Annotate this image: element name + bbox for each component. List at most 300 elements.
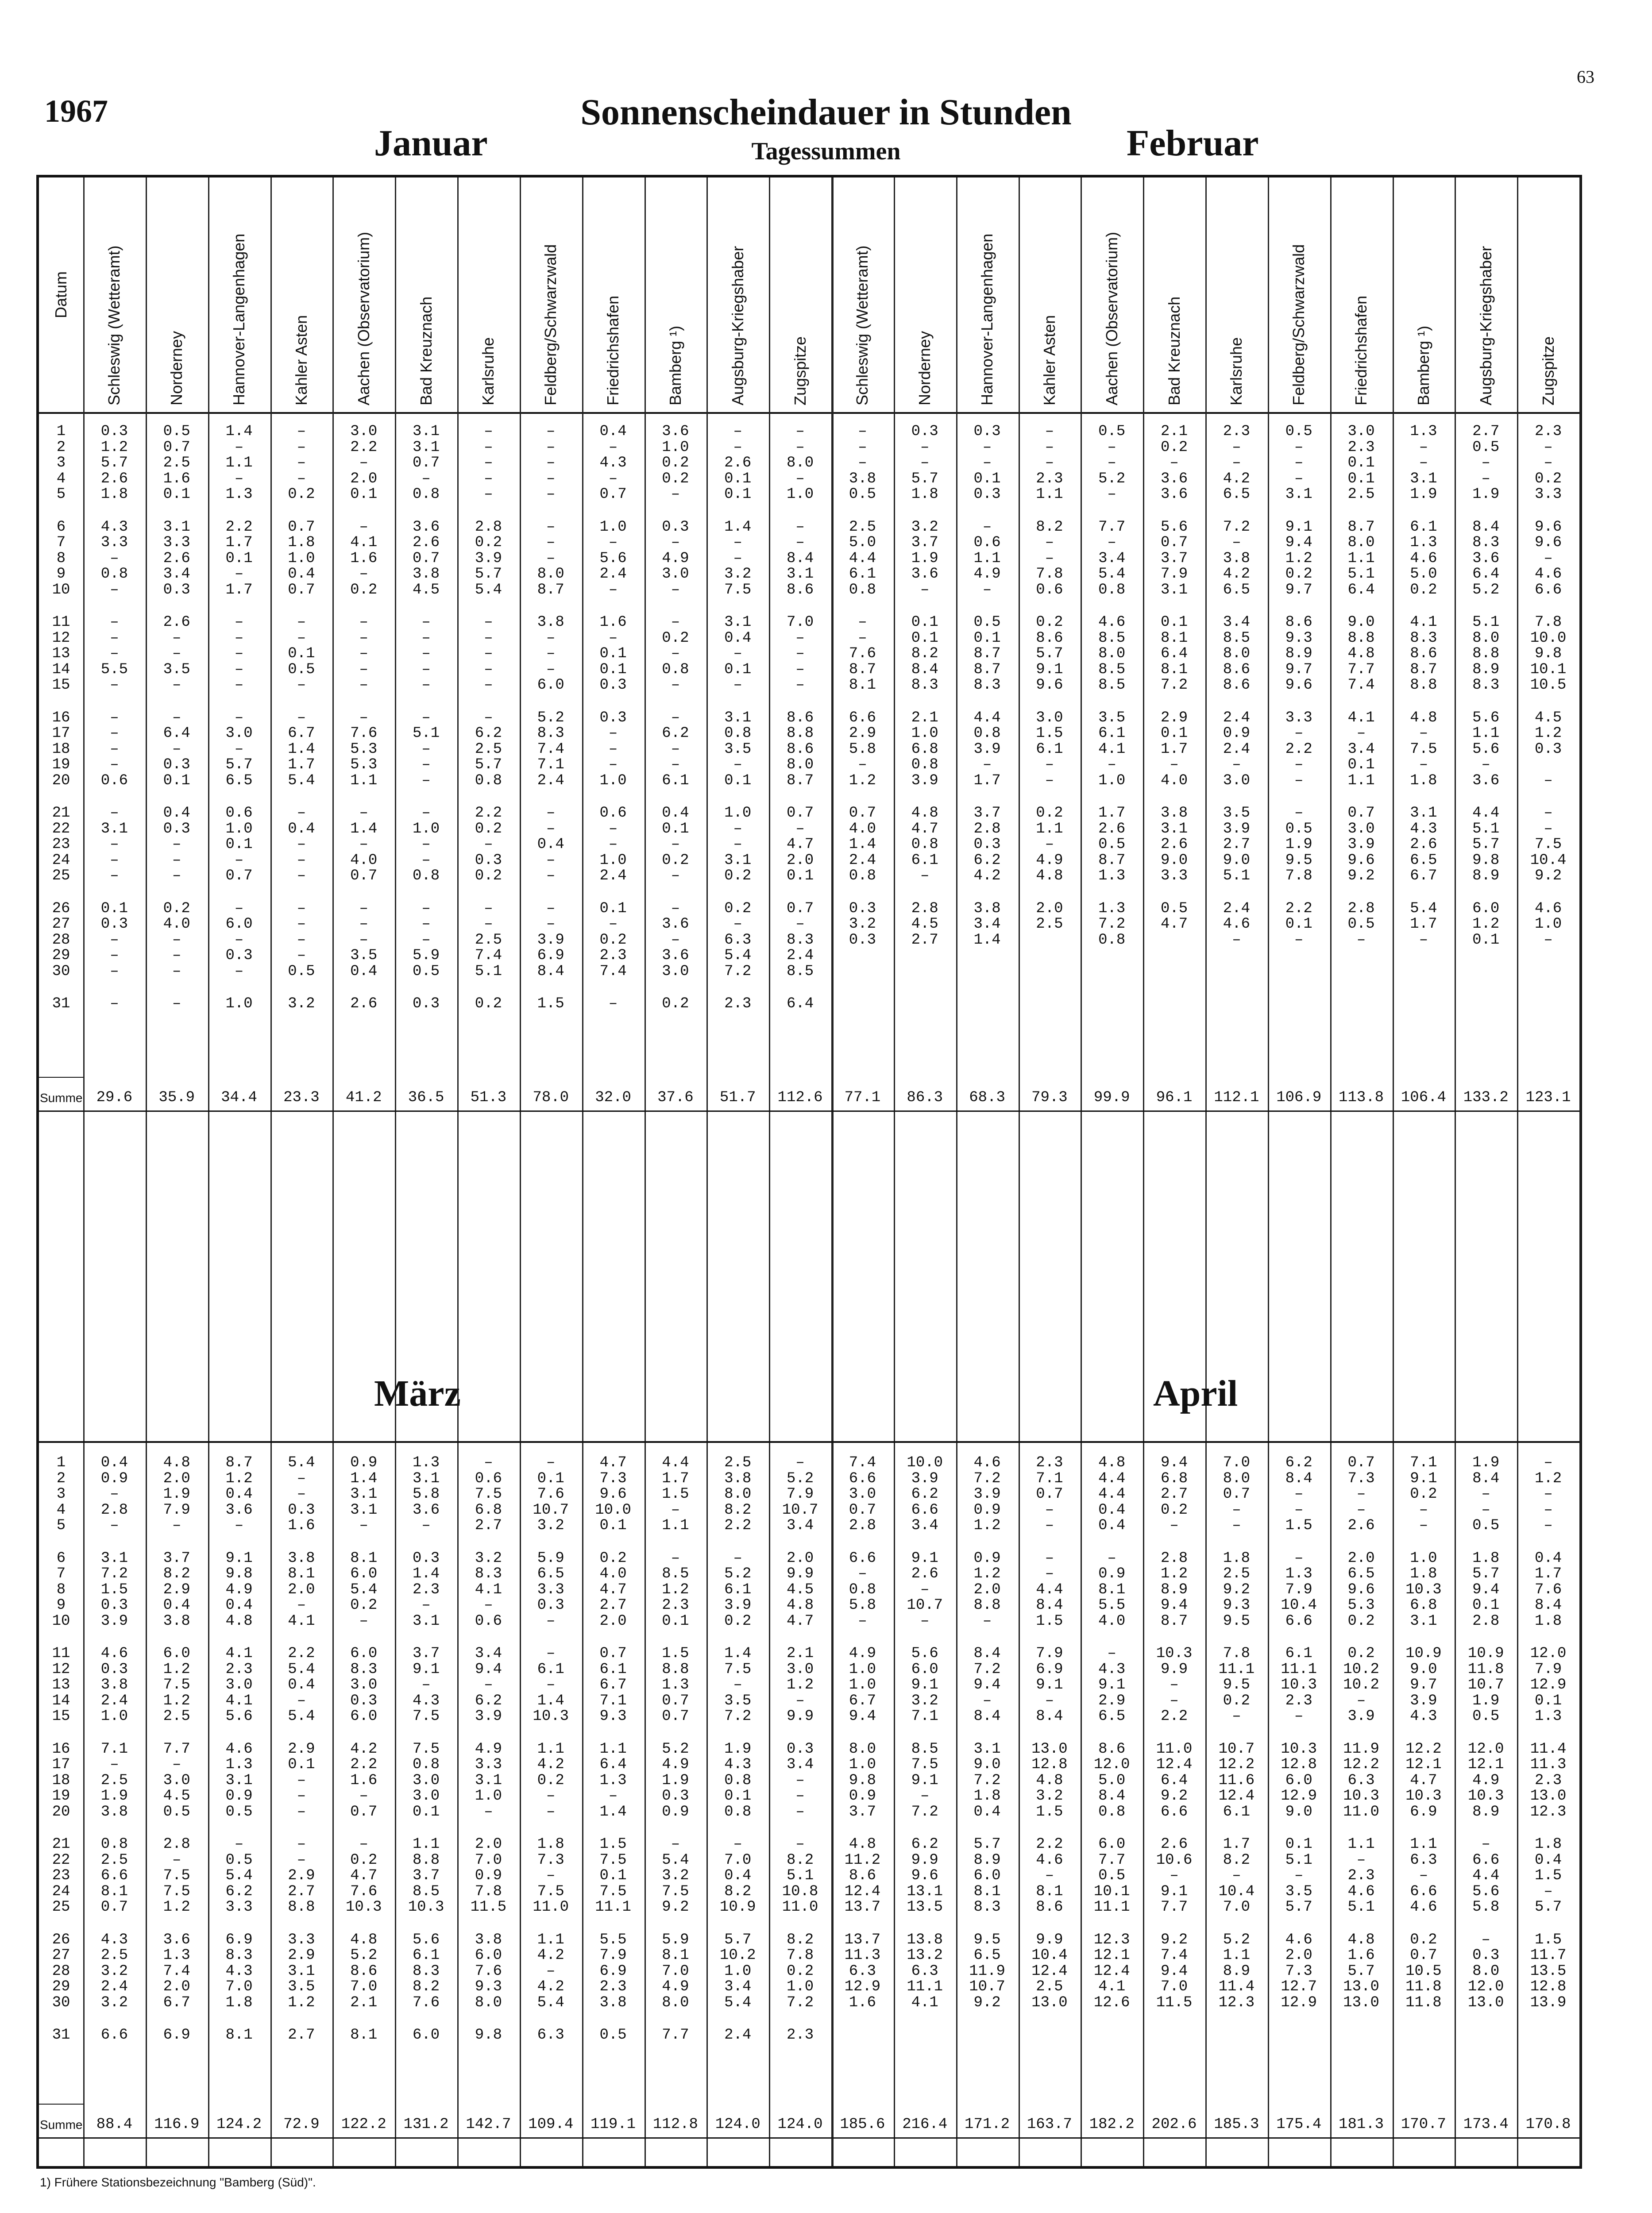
table-cell: 2.9 — [1160, 709, 1188, 726]
table-cell: 2.0 — [973, 1581, 1001, 1598]
table-cell: – — [920, 1788, 930, 1804]
table-cell: – — [484, 455, 493, 471]
table-cell: 2.6 — [911, 1565, 938, 1582]
table-cell: 3.1 — [412, 423, 440, 440]
table-cell: 1.4 — [350, 820, 378, 837]
table-cell: 3.9 — [911, 772, 938, 789]
table-cell: 7.2 — [973, 1772, 1001, 1789]
table-cell: 2.8 — [1347, 900, 1375, 917]
table-cell: 1.7 — [1160, 740, 1188, 758]
sum-cell: 173.4 — [1463, 2116, 1509, 2133]
table-cell: 9.5 — [973, 1931, 1001, 1948]
table-cell: 8.6 — [1036, 629, 1063, 647]
table-cell: 5.1 — [1472, 614, 1500, 631]
table-cell: – — [1294, 1501, 1304, 1519]
table-cell: 1.4 — [849, 836, 876, 853]
table-cell: – — [671, 645, 680, 662]
table-cell: – — [1170, 1517, 1179, 1534]
table-cell: 9.6 — [1347, 1581, 1375, 1598]
table-cell: 6.6 — [849, 1550, 876, 1567]
table-cell: 2.3 — [1534, 1772, 1562, 1789]
table-cell: 8.9 — [1472, 661, 1500, 678]
table-cell: 4.3 — [100, 1931, 128, 1948]
day-number: 3 — [56, 1486, 66, 1503]
table-cell: 1.2 — [1534, 725, 1562, 742]
table-cell: 0.9 — [849, 1788, 876, 1804]
table-cell: 4.9 — [475, 1740, 502, 1758]
table-cell: – — [982, 439, 992, 456]
table-cell: 0.4 — [724, 629, 752, 647]
table-cell: 9.2 — [662, 1899, 689, 1916]
day-number: 16 — [52, 709, 70, 726]
table-cell: 0.3 — [163, 820, 190, 837]
table-cell: 3.9 — [724, 1597, 752, 1614]
table-cell: 1.3 — [1098, 867, 1126, 884]
table-cell: 0.9 — [100, 1470, 128, 1487]
table-cell: 1.2 — [786, 1677, 814, 1693]
table-cell: – — [733, 550, 742, 567]
table-cell: 3.1 — [225, 1772, 253, 1789]
table-cell: – — [733, 836, 742, 853]
table-cell: 0.1 — [225, 550, 253, 567]
table-cell: 6.7 — [599, 1677, 627, 1693]
table-cell: 10.9 — [1405, 1645, 1442, 1662]
table-cell: 4.8 — [1098, 1454, 1126, 1471]
day-number: 4 — [56, 1501, 66, 1519]
table-cell: 10.9 — [719, 1899, 756, 1916]
table-cell: – — [359, 629, 368, 647]
table-cell: 9.6 — [1534, 518, 1562, 536]
table-cell: 4.6 — [1223, 916, 1251, 933]
table-cell: 0.9 — [475, 1867, 502, 1884]
table-cell: 1.7 — [973, 772, 1001, 789]
day-number: 17 — [52, 1756, 70, 1773]
table-cell: 0.7 — [1347, 805, 1375, 821]
table-cell: 4.6 — [1347, 1883, 1375, 1900]
table-cell: – — [1107, 534, 1116, 551]
table-cell: – — [1045, 1565, 1054, 1582]
table-cell: – — [795, 677, 805, 694]
table-cell: – — [421, 470, 431, 487]
table-cell: 5.5 — [599, 1931, 627, 1948]
table-cell: 13.8 — [907, 1931, 943, 1948]
table-cell: 8.3 — [350, 1661, 378, 1678]
table-cell: 1.1 — [412, 1836, 440, 1853]
table-cell: 8.3 — [537, 725, 564, 742]
table-cell: 6.5 — [1223, 486, 1251, 503]
table-cell: – — [1481, 1931, 1490, 1948]
table-cell: 0.1 — [662, 1612, 689, 1630]
table-cell: 5.2 — [350, 1947, 378, 1964]
table-cell: 3.2 — [288, 995, 315, 1012]
table-cell: 7.5 — [662, 1883, 689, 1900]
table-cell: 0.2 — [1036, 614, 1063, 631]
table-cell: 9.1 — [911, 1677, 938, 1693]
table-cell: 2.4 — [100, 1978, 128, 1995]
table-cell: 1.3 — [599, 1772, 627, 1789]
table-cell: 6.8 — [1410, 1597, 1437, 1614]
table-cell: – — [484, 423, 493, 440]
table-cell: 2.3 — [724, 995, 752, 1012]
table-cell: 7.9 — [786, 1486, 814, 1503]
table-cell: – — [172, 709, 181, 726]
table-cell: – — [172, 867, 181, 884]
table-cell: 5.6 — [1472, 740, 1500, 758]
table-cell: 2.6 — [100, 470, 128, 487]
table-cell: – — [1045, 423, 1054, 440]
day-number: 12 — [52, 1661, 70, 1678]
table-cell: – — [110, 995, 119, 1012]
table-cell: 3.0 — [412, 1788, 440, 1804]
table-cell: – — [546, 1645, 556, 1662]
table-cell: – — [733, 534, 742, 551]
table-cell: 8.4 — [911, 661, 938, 678]
table-cell: – — [1294, 725, 1304, 742]
table-cell: – — [1170, 756, 1179, 773]
sum-cell: 216.4 — [902, 2116, 948, 2133]
table-cell: 8.2 — [911, 645, 938, 662]
table-cell: 0.2 — [662, 629, 689, 647]
table-cell: – — [1419, 931, 1428, 948]
day-number: 5 — [56, 486, 66, 503]
table-cell: 8.0 — [1472, 629, 1500, 647]
table-cell: 3.1 — [100, 820, 128, 837]
table-cell: 3.4 — [1098, 550, 1126, 567]
table-cell: 6.6 — [1160, 1803, 1188, 1820]
table-cell: 2.5 — [100, 1772, 128, 1789]
table-cell: 6.1 — [1036, 740, 1063, 758]
table-cell: 3.2 — [475, 1550, 502, 1567]
table-cell: 6.6 — [1472, 1851, 1500, 1869]
table-cell: 0.3 — [100, 423, 128, 440]
table-cell: 11.8 — [1467, 1661, 1504, 1678]
table-cell: 1.7 — [225, 534, 253, 551]
table-cell: 1.3 — [1285, 1565, 1312, 1582]
table-cell: – — [234, 439, 244, 456]
station-header: Kahler Asten — [292, 315, 310, 405]
table-cell: 8.8 — [1472, 645, 1500, 662]
table-cell: 7.4 — [1160, 1947, 1188, 1964]
table-cell: 7.5 — [412, 1708, 440, 1725]
table-cell: 3.6 — [1472, 772, 1500, 789]
table-cell: 13.2 — [907, 1947, 943, 1964]
table-cell: 0.4 — [288, 1677, 315, 1693]
sum-cell: 170.7 — [1401, 2116, 1446, 2133]
table-cell: 3.1 — [724, 709, 752, 726]
table-cell: 9.9 — [911, 1851, 938, 1869]
table-cell: – — [421, 1677, 431, 1693]
table-cell: 7.2 — [1223, 518, 1251, 536]
table-cell: 0.5 — [1347, 916, 1375, 933]
table-cell: – — [671, 677, 680, 694]
table-cell: 1.2 — [1534, 1470, 1562, 1487]
table-cell: – — [546, 1962, 556, 1980]
table-cell: 0.2 — [724, 900, 752, 917]
summe-label: Summe — [40, 1091, 83, 1105]
table-cell: 9.6 — [911, 1867, 938, 1884]
table-cell: – — [421, 900, 431, 917]
table-cell: 0.5 — [288, 963, 315, 980]
table-cell: 0.8 — [911, 836, 938, 853]
table-cell: 4.1 — [1098, 740, 1126, 758]
table-cell: 0.7 — [1223, 1486, 1251, 1503]
table-cell: 3.4 — [724, 1978, 752, 1995]
table-cell: 3.9 — [475, 550, 502, 567]
table-cell: 0.1 — [1347, 470, 1375, 487]
table-cell: – — [1356, 931, 1366, 948]
table-cell: 6.4 — [1347, 581, 1375, 598]
table-cell: 2.0 — [1347, 1550, 1375, 1567]
table-cell: – — [1170, 1867, 1179, 1884]
table-cell: 6.5 — [973, 1947, 1001, 1964]
table-cell: 0.7 — [163, 439, 190, 456]
table-cell: 0.8 — [475, 772, 502, 789]
table-cell: 5.3 — [1347, 1597, 1375, 1614]
table-cell: – — [234, 900, 244, 917]
table-cell: – — [1232, 931, 1241, 948]
table-cell: 8.1 — [1160, 661, 1188, 678]
table-cell: 10.4 — [1218, 1883, 1255, 1900]
table-cell: 2.7 — [911, 931, 938, 948]
table-cell: 8.3 — [225, 1947, 253, 1964]
table-cell: 0.7 — [1036, 1486, 1063, 1503]
table-cell: – — [795, 645, 805, 662]
table-cell: – — [484, 900, 493, 917]
table-cell: 1.2 — [973, 1517, 1001, 1534]
table-cell: 9.2 — [973, 1994, 1001, 2011]
table-cell: 7.2 — [724, 963, 752, 980]
table-cell: 1.6 — [350, 550, 378, 567]
year: 1967 — [44, 93, 108, 129]
table-cell: 7.1 — [911, 1708, 938, 1725]
sum-cell: 112.6 — [777, 1089, 823, 1106]
table-cell: 4.0 — [1160, 772, 1188, 789]
sum-cell: 112.8 — [652, 2116, 698, 2133]
table-cell: 5.6 — [412, 1931, 440, 1948]
table-cell: 8.1 — [100, 1883, 128, 1900]
table-cell: 2.3 — [225, 1661, 253, 1678]
table-cell: 9.5 — [1223, 1677, 1251, 1693]
table-cell: 5.4 — [662, 1851, 689, 1869]
table-cell: 8.2 — [1036, 518, 1063, 536]
table-cell: 8.3 — [1410, 629, 1437, 647]
table-cell: 0.4 — [599, 423, 627, 440]
day-number: 26 — [52, 900, 70, 917]
table-cell: 2.4 — [599, 566, 627, 582]
table-cell: – — [1544, 1454, 1553, 1471]
table-cell: 8.5 — [1098, 629, 1126, 647]
table-cell: – — [484, 645, 493, 662]
station-header: Aachen (Observatorium) — [354, 231, 373, 405]
table-cell: 0.2 — [599, 1550, 627, 1567]
table-cell: 4.8 — [1347, 1931, 1375, 1948]
table-cell: 8.0 — [1223, 1470, 1251, 1487]
table-cell: 8.6 — [1285, 614, 1312, 631]
table-cell: 8.4 — [537, 963, 564, 980]
table-cell: 5.7 — [475, 566, 502, 582]
table-cell: 2.4 — [724, 2027, 752, 2043]
table-cell: 4.6 — [1534, 900, 1562, 917]
table-cell: 6.2 — [911, 1486, 938, 1503]
table-cell: – — [795, 1772, 805, 1789]
table-cell: – — [608, 534, 618, 551]
table-cell: 0.4 — [537, 836, 564, 853]
table-cell: – — [982, 518, 992, 536]
day-number: 1 — [56, 423, 66, 440]
table-cell: 0.8 — [849, 1581, 876, 1598]
table-cell: 11.1 — [1093, 1899, 1130, 1916]
table-cell: 0.3 — [350, 1692, 378, 1709]
table-cell: – — [546, 1454, 556, 1471]
table-cell: 11.0 — [1156, 1740, 1193, 1758]
table-cell: 0.2 — [1410, 1931, 1437, 1948]
table-cell: 0.2 — [1160, 439, 1188, 456]
table-cell: 1.1 — [537, 1740, 564, 1758]
table-cell: 0.5 — [288, 661, 315, 678]
sum-cell: 106.9 — [1276, 1089, 1322, 1106]
table-cell: 0.6 — [475, 1612, 502, 1630]
table-cell: – — [172, 947, 181, 964]
table-cell: 12.6 — [1093, 1994, 1130, 2011]
table-cell: 0.5 — [1472, 1517, 1500, 1534]
table-cell: 8.6 — [1223, 661, 1251, 678]
table-cell: 0.9 — [1098, 1565, 1126, 1582]
table-cell: – — [1419, 1501, 1428, 1519]
table-cell: 0.3 — [163, 756, 190, 773]
table-cell: 7.7 — [662, 2027, 689, 2043]
table-cell: 0.8 — [412, 1756, 440, 1773]
table-cell: 1.0 — [1534, 916, 1562, 933]
table-cell: 2.6 — [163, 550, 190, 567]
table-cell: – — [982, 1692, 992, 1709]
table-cell: 0.3 — [475, 852, 502, 869]
day-number: 7 — [56, 1565, 66, 1582]
table-cell: 8.0 — [1472, 1962, 1500, 1980]
table-cell: – — [359, 645, 368, 662]
table-cell: 12.4 — [1218, 1788, 1255, 1804]
table-cell: 2.3 — [599, 947, 627, 964]
table-cell: 8.6 — [849, 1867, 876, 1884]
table-cell: 12.0 — [1530, 1645, 1567, 1662]
table-cell: 1.9 — [163, 1486, 190, 1503]
station-header: Schleswig (Wetteramt) — [853, 245, 872, 405]
table-cell: 4.1 — [911, 1994, 938, 2011]
table-cell: 6.0 — [1285, 1772, 1312, 1789]
table-cell: 5.4 — [475, 581, 502, 598]
table-cell: 3.1 — [1410, 805, 1437, 821]
table-cell: 6.9 — [537, 947, 564, 964]
table-cell: – — [858, 455, 867, 471]
table-cell: 3.8 — [100, 1803, 128, 1820]
table-cell: 6.3 — [911, 1962, 938, 1980]
table-cell: 4.6 — [1285, 1931, 1312, 1948]
table-cell: 10.3 — [345, 1899, 382, 1916]
table-cell: 0.8 — [911, 756, 938, 773]
table-cell: 0.2 — [163, 900, 190, 917]
table-cell: 9.3 — [1223, 1597, 1251, 1614]
table-cell: 2.3 — [599, 1978, 627, 1995]
table-cell: 8.6 — [786, 581, 814, 598]
table-cell: 9.0 — [1285, 1803, 1312, 1820]
table-cell: 4.1 — [288, 1612, 315, 1630]
table-cell: 0.3 — [973, 836, 1001, 853]
table-cell: 4.6 — [1036, 1851, 1063, 1869]
table-cell: 2.9 — [288, 1740, 315, 1758]
table-cell: – — [1356, 1692, 1366, 1709]
table-cell: 3.1 — [412, 1612, 440, 1630]
table-cell: – — [297, 916, 306, 933]
table-cell: 11.1 — [1281, 1661, 1317, 1678]
table-cell: 8.8 — [662, 1661, 689, 1678]
table-cell: 6.0 — [350, 1708, 378, 1725]
table-cell: 1.0 — [1410, 1550, 1437, 1567]
table-cell: 11.0 — [1343, 1803, 1379, 1820]
table-cell: 2.2 — [724, 1517, 752, 1534]
table-cell: 10.0 — [1530, 629, 1567, 647]
day-number: 13 — [52, 645, 70, 662]
table-cell: 4.8 — [786, 1597, 814, 1614]
table-cell: 0.1 — [786, 867, 814, 884]
table-cell: 3.7 — [911, 534, 938, 551]
table-cell: 1.2 — [288, 1994, 315, 2011]
table-cell: – — [671, 931, 680, 948]
table-cell: 5.9 — [662, 1931, 689, 1948]
table-cell: 4.5 — [412, 581, 440, 598]
table-cell: 4.8 — [911, 805, 938, 821]
table-cell: 9.1 — [1036, 1677, 1063, 1693]
table-cell: – — [297, 931, 306, 948]
table-cell: 6.1 — [599, 1661, 627, 1678]
table-cell: 6.5 — [537, 1565, 564, 1582]
table-cell: 8.7 — [1098, 852, 1126, 869]
table-cell: 1.6 — [1347, 1947, 1375, 1964]
table-cell: 9.0 — [973, 1756, 1001, 1773]
table-cell: 8.6 — [1410, 645, 1437, 662]
table-cell: 0.1 — [724, 1788, 752, 1804]
table-cell: 1.1 — [1223, 1947, 1251, 1964]
table-cell: 1.2 — [225, 1470, 253, 1487]
table-cell: 1.7 — [662, 1470, 689, 1487]
table-cell: – — [1481, 455, 1490, 471]
table-cell: – — [421, 1517, 431, 1534]
table-cell: 5.7 — [1347, 1962, 1375, 1980]
table-cell: 7.0 — [475, 1851, 502, 1869]
table-cell: 1.4 — [288, 740, 315, 758]
table-cell: – — [920, 1612, 930, 1630]
table-cell: 0.7 — [786, 900, 814, 917]
table-cell: 5.9 — [537, 1550, 564, 1567]
day-number: 2 — [56, 439, 66, 456]
table-cell: 4.6 — [1098, 614, 1126, 631]
day-number: 24 — [52, 1883, 70, 1900]
table-cell: 5.4 — [1098, 566, 1126, 582]
table-cell: – — [110, 1517, 119, 1534]
table-cell: 0.8 — [724, 725, 752, 742]
table-cell: 0.1 — [599, 1867, 627, 1884]
day-number: 27 — [52, 1947, 70, 1964]
table-cell: 0.3 — [849, 900, 876, 917]
table-cell: 3.3 — [537, 1581, 564, 1598]
table-cell: 1.0 — [786, 486, 814, 503]
table-cell: 3.3 — [1160, 867, 1188, 884]
table-cell: 1.0 — [599, 772, 627, 789]
table-cell: – — [733, 756, 742, 773]
table-cell: 3.1 — [1410, 470, 1437, 487]
table-cell: 8.3 — [412, 1962, 440, 1980]
table-cell: – — [1107, 1550, 1116, 1567]
table-cell: 5.7 — [911, 470, 938, 487]
table-cell: 0.4 — [724, 1867, 752, 1884]
